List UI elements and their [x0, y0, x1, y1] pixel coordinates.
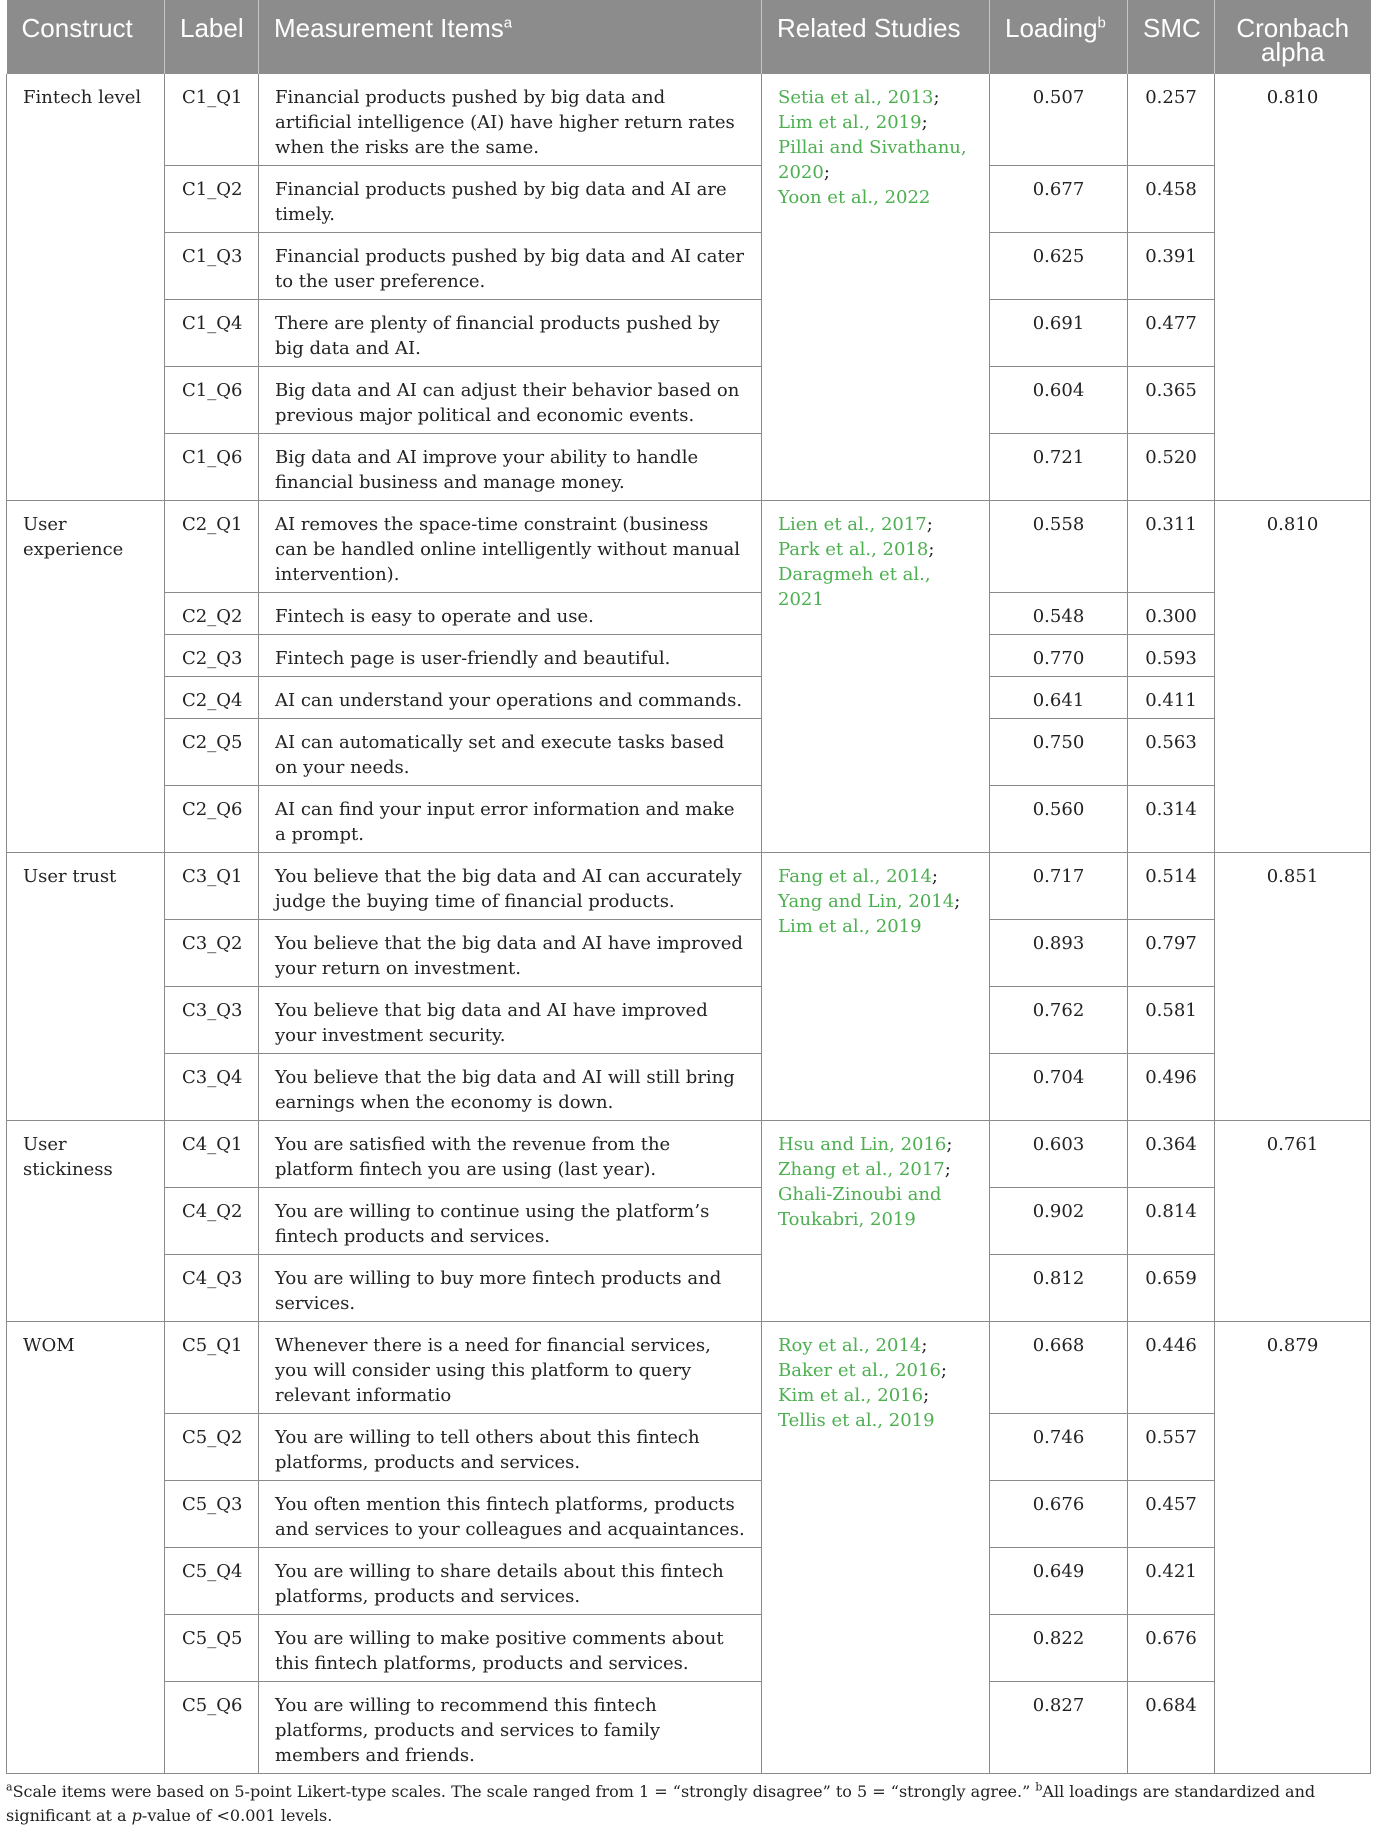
related-studies-cell: Roy et al., 2014; Baker et al., 2016; Kim et al., 2016; Tellis et al., 2019: [762, 1322, 990, 1774]
loading-cell: 0.625: [990, 233, 1128, 300]
loading-cell: 0.704: [990, 1054, 1128, 1121]
item-label-cell: C2_Q6: [165, 786, 259, 853]
table-row: [7, 1548, 1371, 1615]
item-label-cell: C5_Q6: [165, 1682, 259, 1774]
loading-cell: 0.641: [990, 677, 1128, 719]
smc-cell: 0.364: [1128, 1121, 1215, 1188]
measurement-item-cell: You believe that big data and AI have improved your investment security.: [259, 987, 762, 1054]
loading-cell: 0.770: [990, 635, 1128, 677]
smc-cell: 0.593: [1128, 635, 1215, 677]
smc-cell: 0.676: [1128, 1615, 1215, 1682]
smc-cell: 0.421: [1128, 1548, 1215, 1615]
item-label-cell: C4_Q3: [165, 1255, 259, 1322]
related-studies-cell: Fang et al., 2014; Yang and Lin, 2014; Lim et al., 2019: [762, 853, 990, 1121]
smc-cell: 0.557: [1128, 1414, 1215, 1481]
loading-cell: 0.668: [990, 1322, 1128, 1414]
measurement-item-cell: You believe that the big data and AI have improved your return on investment.: [259, 920, 762, 987]
table-row: [7, 367, 1371, 434]
table-row: [7, 1121, 1371, 1188]
smc-cell: 0.458: [1128, 166, 1215, 233]
construct-cell: User stickiness: [7, 1121, 165, 1322]
loading-cell: 0.677: [990, 166, 1128, 233]
smc-cell: 0.411: [1128, 677, 1215, 719]
table-row: [7, 233, 1371, 300]
item-label-cell: C2_Q1: [165, 501, 259, 593]
item-label-cell: C3_Q3: [165, 987, 259, 1054]
header-row: [7, 0, 1371, 74]
measurement-item-cell: Financial products pushed by big data and AI are timely.: [259, 166, 762, 233]
loading-cell: 0.676: [990, 1481, 1128, 1548]
footnote-b-text-2: -value of <0.001 levels.: [141, 1806, 333, 1825]
measurement-item-cell: Big data and AI improve your ability to handle financial business and manage money.: [259, 434, 762, 501]
table-row: [7, 1481, 1371, 1548]
cronbach-alpha-cell: 0.761: [1215, 1121, 1371, 1322]
smc-cell: 0.563: [1128, 719, 1215, 786]
table-row: [7, 853, 1371, 920]
table-row: [7, 1054, 1371, 1121]
smc-cell: 0.391: [1128, 233, 1215, 300]
smc-cell: 0.797: [1128, 920, 1215, 987]
study-citation-link[interactable]: Lien et al., 2017: [778, 514, 927, 535]
construct-cell: Fintech level: [7, 74, 165, 501]
item-label-cell: C2_Q2: [165, 593, 259, 635]
loading-cell: 0.822: [990, 1615, 1128, 1682]
measurement-item-cell: There are plenty of financial products pushed by big data and AI.: [259, 300, 762, 367]
table-row: [7, 1255, 1371, 1322]
header-measurement-items: Measurement Items$^a$: [259, 0, 762, 74]
cronbach-alpha-cell: 0.879: [1215, 1322, 1371, 1774]
smc-cell: 0.659: [1128, 1255, 1215, 1322]
study-citation-link[interactable]: Tellis et al., 2019: [778, 1410, 935, 1431]
header-loading: Loading$^b$: [990, 0, 1128, 74]
footnote-marker-a: a: [503, 14, 513, 32]
loading-cell: 0.902: [990, 1188, 1128, 1255]
study-citation-link[interactable]: Daragmeh et al., 2021: [778, 564, 931, 610]
construct-cell: User experience: [7, 501, 165, 853]
item-label-cell: C2_Q5: [165, 719, 259, 786]
measurement-table: [6, 0, 1371, 1774]
smc-cell: 0.314: [1128, 786, 1215, 853]
table-row: [7, 920, 1371, 987]
loading-cell: 0.560: [990, 786, 1128, 853]
table-row: [7, 1682, 1371, 1774]
item-label-cell: C5_Q5: [165, 1615, 259, 1682]
smc-cell: 0.684: [1128, 1682, 1215, 1774]
smc-cell: 0.477: [1128, 300, 1215, 367]
loading-cell: 0.746: [990, 1414, 1128, 1481]
footnote-marker-b: b: [1097, 14, 1106, 32]
loading-cell: 0.827: [990, 1682, 1128, 1774]
table-row: [7, 1615, 1371, 1682]
footnote-a-marker: a: [6, 1780, 13, 1794]
study-citation-link[interactable]: Lim et al., 2019: [778, 916, 922, 937]
table-row: [7, 501, 1371, 593]
loading-cell: 0.507: [990, 74, 1128, 166]
item-label-cell: C3_Q2: [165, 920, 259, 987]
cronbach-alpha-cell: 0.810: [1215, 74, 1371, 501]
table-footnote: [6, 1774, 1372, 1828]
cronbach-alpha-cell: 0.810: [1215, 501, 1371, 853]
study-citation-link[interactable]: Ghali-Zinoubi and Toukabri, 2019: [778, 1184, 942, 1230]
header-label: Label: [165, 0, 259, 74]
table-row: [7, 434, 1371, 501]
smc-cell: 0.300: [1128, 593, 1215, 635]
related-studies-cell: Lien et al., 2017; Park et al., 2018; Daragmeh et al., 2021: [762, 501, 990, 853]
table-row: [7, 1322, 1371, 1414]
item-label-cell: C1_Q1: [165, 74, 259, 166]
item-label-cell: C2_Q4: [165, 677, 259, 719]
measurement-item-cell: You believe that the big data and AI can accurately judge the buying time of financial products.: [259, 853, 762, 920]
table-row: [7, 1188, 1371, 1255]
study-citation-link[interactable]: Roy et al., 2014: [778, 1335, 922, 1356]
footnote-a-text: Scale items were based on 5-point Likert-type scales. The scale ranged from 1 = “strongly disagree” to 5 = “strongly agree.”: [12, 1782, 1036, 1801]
item-label-cell: C1_Q6: [165, 434, 259, 501]
header-smc: SMC: [1128, 0, 1215, 74]
loading-cell: 0.604: [990, 367, 1128, 434]
measurement-item-cell: Whenever there is a need for financial services, you will consider using this platform to query relevant informatio: [259, 1322, 762, 1414]
measurement-item-cell: Big data and AI can adjust their behavior based on previous major political and economic events.: [259, 367, 762, 434]
loading-cell: 0.649: [990, 1548, 1128, 1615]
related-studies-cell: Hsu and Lin, 2016; Zhang et al., 2017; Ghali-Zinoubi and Toukabri, 2019: [762, 1121, 990, 1322]
table-row: [7, 166, 1371, 233]
item-label-cell: C1_Q2: [165, 166, 259, 233]
smc-cell: 0.257: [1128, 74, 1215, 166]
table-row: [7, 300, 1371, 367]
loading-cell: 0.762: [990, 987, 1128, 1054]
table-row: [7, 677, 1371, 719]
item-label-cell: C4_Q1: [165, 1121, 259, 1188]
measurement-item-cell: You believe that the big data and AI will still bring earnings when the economy is down.: [259, 1054, 762, 1121]
table-row: [7, 786, 1371, 853]
study-citation-link[interactable]: Setia et al., 2013: [778, 87, 934, 108]
smc-cell: 0.311: [1128, 501, 1215, 593]
item-label-cell: C5_Q2: [165, 1414, 259, 1481]
study-citation-link[interactable]: Park et al., 2018: [778, 539, 929, 560]
study-citation-link[interactable]: Fang et al., 2014: [778, 866, 932, 887]
header-construct: Construct: [7, 0, 165, 74]
study-citation-link[interactable]: Lim et al., 2019: [778, 112, 922, 133]
study-citation-link[interactable]: Hsu and Lin, 2016: [778, 1134, 947, 1155]
document: [6, 0, 1370, 1828]
measurement-item-cell: Fintech page is user-friendly and beautiful.: [259, 635, 762, 677]
item-label-cell: C1_Q3: [165, 233, 259, 300]
smc-cell: 0.365: [1128, 367, 1215, 434]
cronbach-alpha-cell: 0.851: [1215, 853, 1371, 1121]
loading-cell: 0.717: [990, 853, 1128, 920]
smc-cell: 0.520: [1128, 434, 1215, 501]
measurement-item-cell: You often mention this fintech platforms, products and services to your colleagues and acquaintances.: [259, 1481, 762, 1548]
study-citation-link[interactable]: Zhang et al., 2017: [778, 1159, 945, 1180]
smc-cell: 0.446: [1128, 1322, 1215, 1414]
smc-cell: 0.514: [1128, 853, 1215, 920]
table-body: [7, 74, 1371, 1774]
related-studies-cell: Setia et al., 2013; Lim et al., 2019; Pillai and Sivathanu, 2020; Yoon et al., 2022: [762, 74, 990, 501]
study-citation-link[interactable]: Pillai and Sivathanu, 2020: [778, 137, 967, 183]
measurement-item-cell: You are willing to recommend this fintech platforms, products and services to family members and friends.: [259, 1682, 762, 1774]
item-label-cell: C1_Q6: [165, 367, 259, 434]
loading-cell: 0.548: [990, 593, 1128, 635]
measurement-item-cell: AI removes the space-time constraint (business can be handled online intelligently without manual intervention).: [259, 501, 762, 593]
item-label-cell: C3_Q1: [165, 853, 259, 920]
measurement-item-cell: You are willing to make positive comments about this fintech platforms, products and services.: [259, 1615, 762, 1682]
header-related-studies: Related Studies: [762, 0, 990, 74]
loading-cell: 0.691: [990, 300, 1128, 367]
measurement-item-cell: You are willing to tell others about this fintech platforms, products and services.: [259, 1414, 762, 1481]
loading-cell: 0.558: [990, 501, 1128, 593]
smc-cell: 0.496: [1128, 1054, 1215, 1121]
study-citation-link[interactable]: Yang and Lin, 2014: [778, 891, 955, 912]
loading-cell: 0.893: [990, 920, 1128, 987]
measurement-item-cell: Financial products pushed by big data and AI cater to the user preference.: [259, 233, 762, 300]
measurement-item-cell: Financial products pushed by big data and artificial intelligence (AI) have higher return rates when the risks are the same.: [259, 74, 762, 166]
item-label-cell: C2_Q3: [165, 635, 259, 677]
measurement-item-cell: Fintech is easy to operate and use.: [259, 593, 762, 635]
item-label-cell: C5_Q1: [165, 1322, 259, 1414]
measurement-item-cell: AI can understand your operations and commands.: [259, 677, 762, 719]
loading-cell: 0.603: [990, 1121, 1128, 1188]
table-row: [7, 593, 1371, 635]
table-row: [7, 719, 1371, 786]
measurement-item-cell: AI can find your input error information and make a prompt.: [259, 786, 762, 853]
header-cronbach-alpha: Cronbach alpha: [1215, 0, 1371, 74]
table-row: [7, 635, 1371, 677]
study-citation-link[interactable]: Baker et al., 2016: [778, 1360, 941, 1381]
footnote-b-text-1: All loadings are standardized and significant at a: [6, 1782, 1316, 1825]
smc-cell: 0.581: [1128, 987, 1215, 1054]
item-label-cell: C1_Q4: [165, 300, 259, 367]
item-label-cell: C4_Q2: [165, 1188, 259, 1255]
construct-cell: User trust: [7, 853, 165, 1121]
table-row: [7, 987, 1371, 1054]
table-row: [7, 74, 1371, 166]
footnote-b-marker: b: [1035, 1780, 1043, 1794]
loading-cell: 0.812: [990, 1255, 1128, 1322]
loading-cell: 0.750: [990, 719, 1128, 786]
construct-cell: WOM: [7, 1322, 165, 1774]
study-citation-link[interactable]: Yoon et al., 2022: [778, 187, 931, 208]
item-label-cell: C5_Q3: [165, 1481, 259, 1548]
measurement-item-cell: You are willing to continue using the platform’s fintech products and services.: [259, 1188, 762, 1255]
footnote-p-symbol: p: [131, 1806, 142, 1825]
measurement-item-cell: You are willing to buy more fintech products and services.: [259, 1255, 762, 1322]
table-row: [7, 1414, 1371, 1481]
smc-cell: 0.457: [1128, 1481, 1215, 1548]
item-label-cell: C5_Q4: [165, 1548, 259, 1615]
smc-cell: 0.814: [1128, 1188, 1215, 1255]
study-citation-link[interactable]: Kim et al., 2016: [778, 1385, 924, 1406]
measurement-item-cell: You are willing to share details about this fintech platforms, products and services.: [259, 1548, 762, 1615]
loading-cell: 0.721: [990, 434, 1128, 501]
measurement-item-cell: AI can automatically set and execute tasks based on your needs.: [259, 719, 762, 786]
item-label-cell: C3_Q4: [165, 1054, 259, 1121]
measurement-item-cell: You are satisfied with the revenue from the platform fintech you are using (last year).: [259, 1121, 762, 1188]
